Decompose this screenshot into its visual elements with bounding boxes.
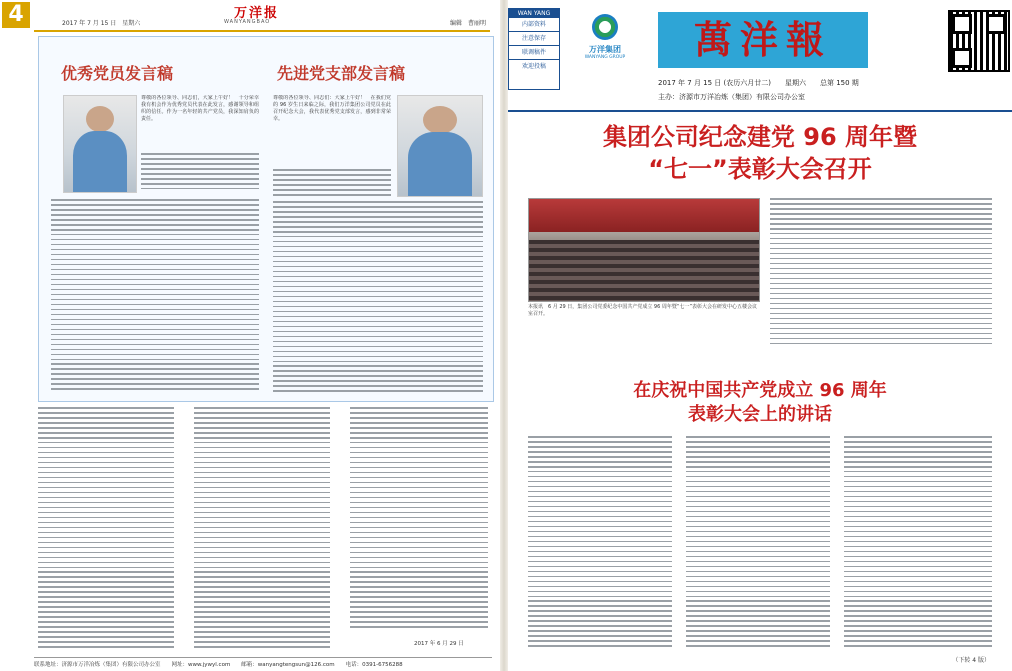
qr-code-icon <box>948 10 1010 72</box>
issue-line: 2017 年 7 月 15 日 (农历六月廿二) 星期六 总第 150 期 <box>658 79 859 87</box>
left-header-date: 2017 年 7 月 15 日 星期六 <box>62 20 141 27</box>
page-gutter <box>500 0 508 671</box>
sidebar-item: 注意保存 <box>509 32 559 46</box>
logo-name: 万洋集团 <box>589 45 621 54</box>
left-continued-article <box>34 403 492 655</box>
party-member-photo <box>63 95 137 193</box>
left-column-title: 优秀党员发言稿 <box>61 64 174 83</box>
right-newspaper-page <box>508 0 1012 671</box>
masthead-divider <box>508 110 1012 112</box>
logo-en-name: WANYANG GROUP <box>584 55 626 60</box>
party-branch-photo <box>397 95 483 197</box>
sponsor-line: 主办：济源市万洋冶炼（集团）有限公司办公室 <box>658 93 805 101</box>
article-date: 2017 年 6 月 29 日 <box>414 641 464 647</box>
issue-sidebar <box>508 8 560 90</box>
right-speech-body <box>273 201 483 395</box>
right-column-title: 先进党支部发言稿 <box>277 64 406 83</box>
left-page-footer: 联系地址：济源市万洋冶炼（集团）有限公司办公室 网址：www.jywyl.com 邮箱：wanyangtengsun@126.com 电话：0391-6756288 <box>34 657 492 668</box>
left-page-header <box>34 4 490 32</box>
company-logo <box>572 14 638 74</box>
headline-1-line-1: 集团公司纪念建党 96 周年暨 <box>602 123 918 151</box>
speech-feature-panel <box>38 36 494 402</box>
left-header-editor: 编辑 曹丽明 <box>449 20 486 27</box>
left-header-brand: 万洋报 <box>234 6 280 21</box>
right-speech-intro: 尊敬的各位领导、同志们：大家上午好！ 在我们党的 96 岁生日来临之际，我们万洋集团公司党员在此召开纪念大会，我代表优秀党支部发言，感到非常荣幸。 <box>273 95 391 122</box>
speech-column-3 <box>844 436 992 650</box>
right-speech-text-lines <box>273 169 391 199</box>
headline-2-line-1: 在庆祝中国共产党成立 96 周年 <box>633 380 887 401</box>
headline-2-line-2: 表彰大会上的讲话 <box>688 404 832 425</box>
sidebar-title: WAN YANG <box>509 9 559 18</box>
sidebar-item: 内部资料 <box>509 18 559 32</box>
masthead-area <box>508 8 1012 108</box>
photo-caption: 本报讯 6 月 29 日，集团公司党委纪念中国共产党成立 96 周年暨“七一”表彰大会在研发中心五楼会议室召开。 <box>528 304 758 317</box>
left-header-brand-en: WANYANGBAO <box>224 19 271 25</box>
headline-1-line-2: “七一”表彰大会召开 <box>648 155 872 183</box>
speech-column-1 <box>528 436 672 650</box>
left-speech-intro: 尊敬的各位领导、同志们，大家上午好！ 十分荣幸我有机会作为优秀党员代表在此发言，感谢领导和组织的信任。作为一名年轻的共产党员，我深知肩负的责任。 <box>141 95 259 122</box>
logo-emblem-icon <box>592 14 618 40</box>
left-speech-body <box>51 199 259 395</box>
sidebar-item: 欢迎投稿 <box>521 63 546 70</box>
meeting-photo <box>528 198 760 302</box>
article-column-2 <box>194 407 330 651</box>
news-article-text <box>770 198 992 348</box>
page-number: 4 <box>2 2 30 28</box>
article-column-3 <box>350 407 488 635</box>
sidebar-item: 联调稿件 <box>509 46 559 60</box>
left-newspaper-page <box>0 0 500 671</box>
newspaper-masthead: 萬洋報 <box>658 12 868 68</box>
continued-note: （下转 4 版） <box>952 657 990 664</box>
article-column-1 <box>38 407 174 651</box>
left-speech-text-lines <box>141 153 259 193</box>
speech-column-2 <box>686 436 830 650</box>
